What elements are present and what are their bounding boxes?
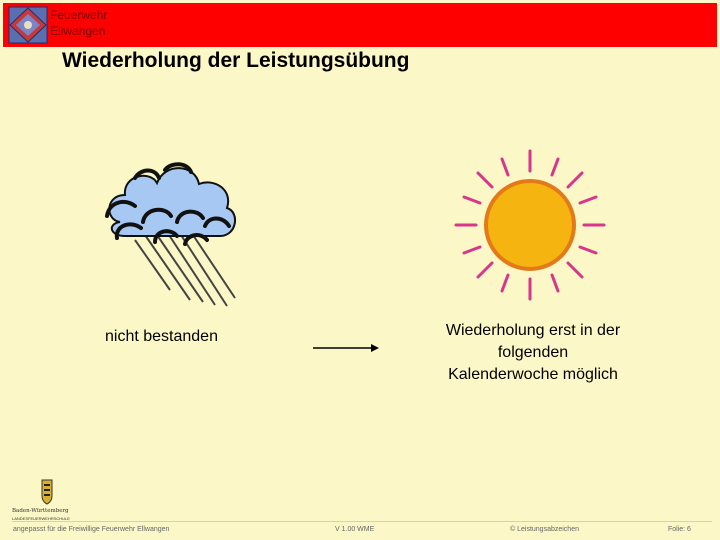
- repeat-info-line3: Kalenderwoche möglich: [448, 366, 618, 383]
- footer-slide-number: Folie: 6: [668, 526, 691, 533]
- sun-icon: [450, 145, 610, 305]
- arrow-right-icon: [313, 341, 379, 355]
- footer-divider: [12, 521, 712, 522]
- state-school: LANDESFEUERWEHRSCHULE: [12, 516, 70, 521]
- org-name-line1: Feuerwehr: [50, 8, 108, 22]
- coat-of-arms-icon: [8, 6, 48, 44]
- footer-copyright: © Leistungsabzeichen: [510, 526, 579, 533]
- slide-title: Wiederholung der Leistungsübung: [62, 49, 410, 72]
- header-bar: [3, 3, 717, 47]
- state-name: Baden-Württemberg: [12, 508, 69, 514]
- repeat-info-line2: folgenden: [497, 344, 569, 361]
- repeat-info-line1: Wiederholung erst in der: [445, 322, 621, 339]
- rain-cloud-icon: [95, 150, 245, 310]
- footer-adapted: angepasst für die Freiwillige Feuerwehr Ellwangen: [13, 526, 170, 533]
- footer-version: V 1.00 WME: [335, 526, 375, 533]
- org-name-line2: Ellwangen: [50, 24, 106, 38]
- result-failed-text: nicht bestanden: [105, 328, 218, 345]
- repeat-info-text: [418, 320, 648, 386]
